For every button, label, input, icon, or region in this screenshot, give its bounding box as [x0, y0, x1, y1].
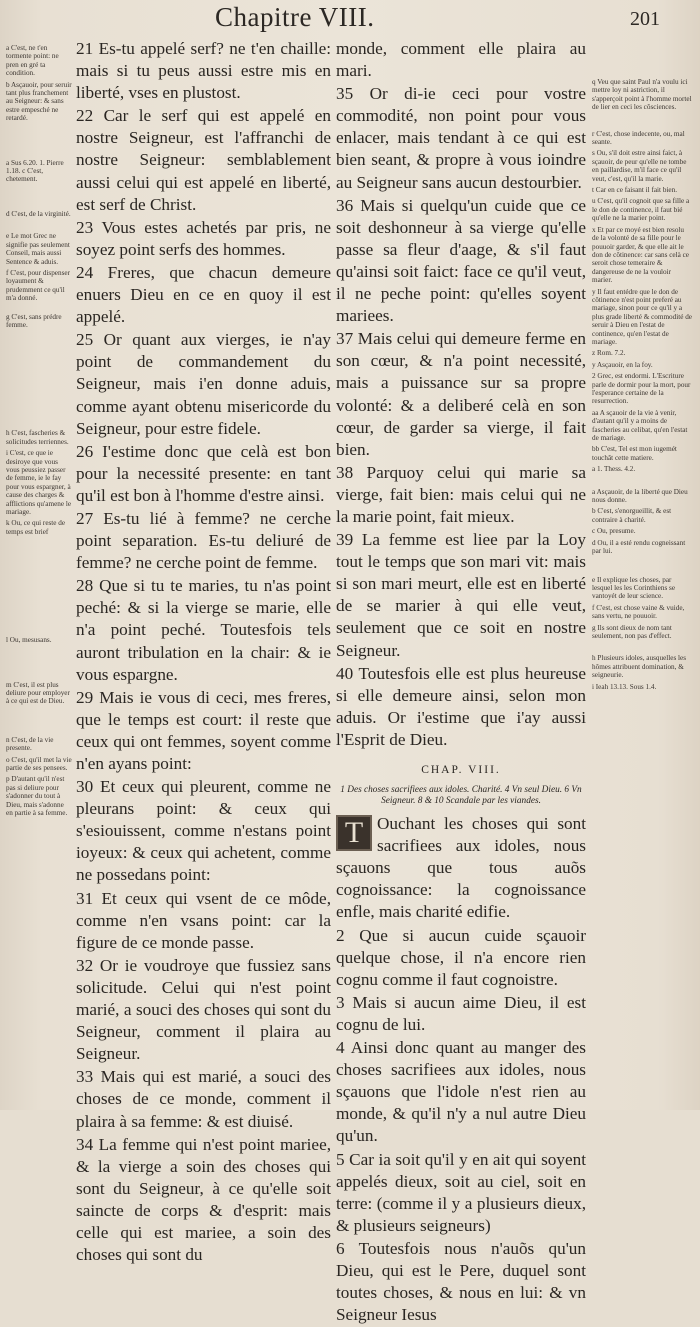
right-margin-notes [592, 78, 692, 694]
margin-note: t Car en ce faisant il fait bien. [592, 186, 678, 195]
margin-note: q Veu que saint Paul n'a voulu ici mettre loy ni astriction, il s'apperçoit point à l'homme mortel de lier en ceci les côsciences. [592, 78, 692, 112]
verse-text: Ouchant les choses qui sont sacrifiees aux idoles, nous sçauons que tous auõs cognoissance: la cognoissance enfle, mais charité edifie. [336, 814, 586, 922]
verse: 39 La femme est liee par la Loy tout le temps que son mari vit: mais si son mari meurt, elle est en liberté de se marier à qui elle veut, seulement que ce soit en nostre Seigneur. [336, 530, 586, 660]
verse: 23 Vous estes achetés par pris, ne soyez point serfs des hommes. [76, 217, 331, 259]
verse: 27 Es-tu lié à femme? ne cerche point separation. Es-tu deliuré de femme? ne cerche point de femme. [76, 508, 331, 573]
margin-note: 2 Grec, est endormi. L'Escriture parle de dormir pour la mort, pour l'esperance certaine de la resurrection. [592, 372, 691, 406]
margin-note: z Rom. 7.2. [592, 349, 626, 358]
margin-note: m C'est, il est plus deliure pour employer à ce qui est de Dieu. [6, 680, 70, 706]
margin-note: l Ou, mesusans. [6, 636, 52, 645]
verse: 37 Mais celui qui demeure ferme en son cœur, & n'a point necessité, mais a puissance sur sa propre volonté: & a deliberé celà en son cœur, de garder sa vierge, il fait bien. [336, 329, 586, 459]
verse: 33 Mais qui est marié, a souci des choses de ce monde, comment il plaira à sa femme: & est diuisé. [76, 1067, 331, 1131]
dropcap-letter: T [336, 815, 372, 851]
margin-note: g Ils sont dieux de nom tant seulement, non pas d'effect. [592, 623, 672, 640]
margin-note: b Asçauoir, pour seruir tant plus franchement au Seigneur: & sans estre empesché ne retardé. [6, 80, 72, 123]
chapter-summary: 1 Des choses sacrifiees aux idoles. Charité. 4 Vn seul Dieu. 6 Vn Seigneur. 8 & 10 Scandale par les viandes. [340, 785, 582, 807]
verse: 38 Parquoy celui qui marie sa vierge, fait bien: mais celui qui ne la marie point, fait mieux. [336, 462, 586, 526]
verse: monde, comment elle plaira au mari. [336, 39, 586, 81]
margin-note: o C'est, qu'il met la vie partie de ses pensees. [6, 755, 72, 773]
verse: 34 La femme qui n'est point mariee, & la vierge a soin des choses qui sont du Seigneur, à ce qu'elle soit saincte de corps & d'esprit: mais celle qui est mariee, a soin des choses qui sont du [76, 1134, 331, 1265]
verse: 5 Car ia soit qu'il y en ait qui soyent appelés dieux, soit au ciel, soit en terre: (comme il y a plusieurs dieux, & plusieurs seigneurs) [336, 1149, 586, 1235]
margin-note: r C'est, chose indecente, ou, mal seante. [592, 129, 685, 147]
verse: 4 Ainsi donc quant au manger des choses sacrifiees aux idoles, nous sçauons que l'idole n'est rien au monde, & qu'il n'y a nul autre Dieu qu'un. [336, 1038, 586, 1146]
margin-note: b C'est, s'enorgueillit, & est contraire à charité. [592, 507, 672, 524]
margin-note: e Le mot Grec ne signifie pas seulement Conseil, mais aussi Sentence & aduis. [6, 232, 70, 266]
verse: 29 Mais ie vous di ceci, mes freres, que le temps est court: il reste que ceux qui ont femmes, soyent comme n'en ayans point: [76, 687, 331, 773]
running-title: Chapitre VIII. [215, 2, 375, 32]
page-number: 201 [630, 8, 660, 30]
margin-note: n C'est, de la vie presente. [6, 735, 54, 753]
verse: 25 Or quant aux vierges, ie n'ay point de commandement du Seigneur, mais i'en donne aduis, comme ayant obtenu misericorde du Seigneur, pour estre fidele. [76, 330, 331, 438]
verse: 28 Que si tu te maries, tu n'as point peché: & si la vierge se marie, elle n'a point peché. Toutesfois tels auront tribulation en la chair: & ie vous espargne. [76, 576, 331, 684]
margin-note: bb C'est, Tel est mon iugemét touchât cette matiere. [592, 445, 677, 462]
margin-note: u C'est, qu'il cognoit que sa fille a le don de continence, il faut bié qu'elle ne la marier point. [592, 197, 690, 223]
margin-note: e Il explique les choses, par lesquel les les Corinthiens se vantoyét de leur science. [592, 575, 676, 601]
verse: 30 Et ceux qui pleurent, comme ne pleurans point: & ceux qui s'esiouissent, comme n'estans point ioyeux: & ceux qui achetent, comme ne possedans point: [76, 777, 331, 885]
margin-note: c Ou, presume. [592, 527, 636, 536]
margin-note: x Et par ce moyé est bien resolu de la volonté de sa fille pour le pouuoir garder, & que elle ait le don de côtinence: car sans celà ce seroit chose temeraire & dangereuse de ne la vouloir marier. [592, 225, 689, 285]
margin-note: s Ou, s'il doit estre ainsi faict, à sçauoir, de peur qu'elle ne tombe en paillardise, m'il face ce qu'il veut, c'est, qu'il la marie. [592, 149, 687, 183]
verse: 24 Freres, que chacun demeure enuers Dieu en ce en quoy il est appelé. [76, 262, 331, 327]
margin-note: i C'est, ce que ie desiroye que vous vous peussiez passer de femme, ie le fay pour vous espargner, à cause des charges & afflictions qu'amene le mariage. [6, 449, 72, 516]
left-text-column [76, 38, 331, 1267]
margin-note: h Plusieurs idoles, ausquelles les hômes attribuent domination, & seigneurie. [592, 654, 687, 680]
margin-note: y Il faut entédre que le don de côtinence n'est point preferé au mariage, sinon pour ce qu'il y a plus grade liberté & commodité de seruir à Dieu en l'estat de continence, qu'en l'estat de mariage. [592, 287, 692, 346]
margin-note: f C'est, est chose vaine & vuide, sans vertu, ne pouuoir. [592, 603, 685, 621]
verse: 36 Mais si quelqu'un cuide que ce soit deshonneur à sa vierge qu'elle passe sa fleur d'aage, & s'il faut qu'ainsi soit faict: face ce qu'il veut, il ne peche point: qu'elles soyent mariees. [336, 195, 586, 326]
verse: 6 Toutesfois nous n'auõs qu'un Dieu, qui est le Pere, duquel sont toutes choses, & nous en lui: & vn Seigneur Iesus [336, 1238, 586, 1325]
margin-note: a Asçauoir, de la liberté que Dieu nous donne. [592, 487, 688, 505]
verse: 40 Toutesfois elle est plus heureuse si elle demeure ainsi, selon mon aduis. Or i'estime que i'ay aussi l'Esprit de Dieu. [336, 663, 586, 749]
verse: 35 Or di-ie ceci pour vostre commodité, non point pour vous enlacer, mais tendant à ce qui est bien seant, & propre à vous ioindre au Seigneur sans aucun destourbier. [336, 84, 586, 192]
right-text-column [336, 38, 586, 1327]
margin-note: p D'autant qu'il n'est pas si deliure pour s'adonner du tout à Dieu, mais s'adonne en partie à sa femme. [6, 775, 68, 818]
margin-note: h C'est, fascheries & solicitudes terriennes. [6, 429, 69, 446]
margin-note: k Ou, ce qui reste de temps est brief [6, 519, 66, 536]
margin-note: aa A sçauoir de la vie à venir, d'autant qu'il y a moins de fascheries au celibat, qu'en l'estat de mariage. [592, 408, 688, 443]
verse [336, 813, 586, 923]
margin-note: d Ou, il a esté rendu cogneissant par lui. [592, 538, 686, 556]
margin-note: f C'est, pour dispenser loyaument & prudemment ce qu'il m'a donné. [6, 268, 70, 303]
verse: 32 Or ie voudroye que fussiez sans solicitude. Celui qui n'est point marié, a souci des choses qui sont du Seigneur, comment il plaira au Seigneur. [76, 955, 331, 1064]
verse: 21 Es-tu appelé serf? ne t'en chaille: mais si tu peus aussi estre mis en liberté, vses en plustost. [76, 39, 331, 103]
margin-note: a Sus 6.20. 1. Pierre 1.18. c C'est, chetement. [6, 158, 64, 184]
margin-note: g C'est, sans prédre femme. [6, 312, 62, 329]
chapter-heading: CHAP. VIII. [421, 764, 501, 776]
verse: 26 I'estime donc que celà est bon pour la necessité presente: en tant qu'il est bon à l'homme d'estre ainsi. [76, 441, 331, 505]
margin-note: y Asçauoir, en la foy. [592, 360, 653, 369]
margin-note: i Ieah 13.13. Sous 1.4. [592, 682, 657, 691]
left-margin-notes [6, 44, 72, 821]
margin-note: a 1. Thess. 4.2. [592, 465, 636, 474]
margin-note: d C'est, de la virginité. [6, 209, 71, 218]
margin-note: a C'est, ne t'en tormente point: ne pren en gré ta condition. [6, 44, 59, 78]
verse: 31 Et ceux qui vsent de ce môde, comme n'en vsans point: car la figure de ce monde passe. [76, 888, 331, 952]
verse: 3 Mais si aucun aime Dieu, il est cognu de lui. [336, 992, 586, 1034]
verse: 22 Car le serf qui est appelé en nostre Seigneur, est l'affranchi de nostre Seigneur: semblablement aussi celui qui est appelé en liberté, est serf de Christ. [76, 106, 331, 214]
verse: 2 Que si aucun cuide sçauoir quelque chose, il n'a encore rien cognu comme il faut cognoistre. [336, 925, 586, 989]
